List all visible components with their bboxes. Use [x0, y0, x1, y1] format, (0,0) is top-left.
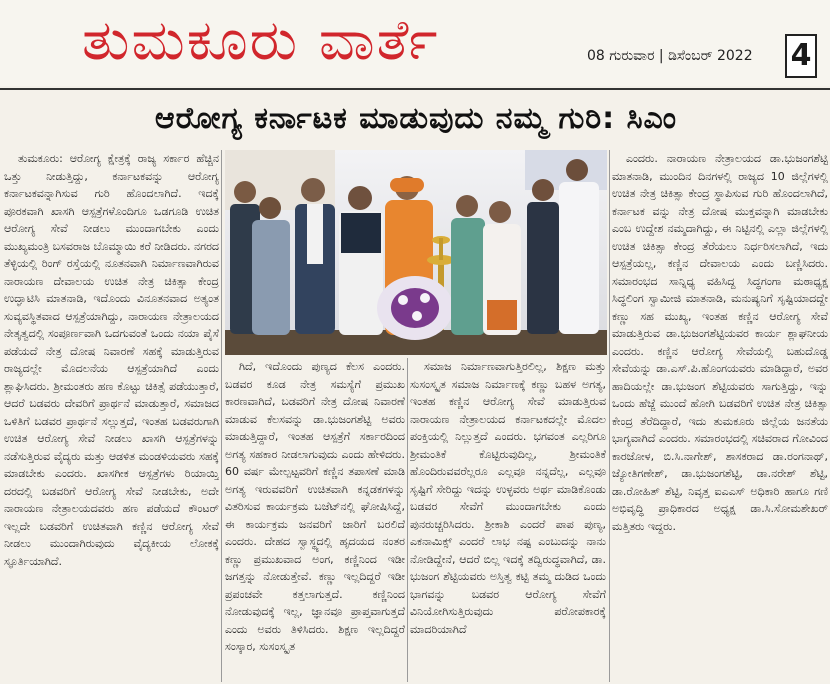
- flower-decoration: [377, 276, 453, 340]
- article-column-1: [4, 150, 219, 682]
- column-divider: [407, 358, 408, 682]
- article-column-3: [410, 358, 606, 682]
- event-photo: [225, 150, 607, 355]
- person-8: [559, 159, 599, 334]
- masthead: [0, 0, 830, 86]
- column-2-text: ಗಿದೆ, ಇದೊಂದು ಪುಣ್ಯದ ಕೆಲಸ ಎಂದರು. ಬಡವರ ಕೂಡ ನೇತ್ರ ಸಮಸ್ಯೆಗೆ ಪ್ರಮುಖ ಕಾರಣವಾಗಿದೆ, ಬಡವರಿಗೆ ನೇತ್ರ ದೋಷ ನಿವಾರಣೆ ಮಾಡುವ ಕೆಲಸವನ್ನು ಡಾ.ಭುಜಂಗಶೆಟ್ಟಿ ಅವರು ಮಾಡುತ್ತಿದ್ದಾರೆ, ಇಂತಹ ಆಸ್ಪತ್ರೆಗೆ ಸರ್ಕಾರದಿಂದ ಅಗತ್ಯ ಸಹಕಾರ ನೀಡಲಾಗುವುದು ಎಂದು ಹೇಳಿದರು. 60 ವರ್ಷ ಮೇಲ್ಪಟ್ಟವರಿಗೆ ಕಣ್ಣಿನ ತಪಾಸಣೆ ಮಾಡಿ ಅಗತ್ಯ ಇರುವವರಿಗೆ ಉಚಿತವಾಗಿ ಕನ್ನಡಕಗಳನ್ನು ವಿತರಿಸುವ ಕಾರ್ಯಕ್ರಮ ಬಜೆಟ್‌ನಲ್ಲಿ ಘೋಷಿಸಿದ್ದೆ, ಈ ಕಾರ್ಯಕ್ರಮ ಜನವರಿಗೆ ಜಾರಿಗೆ ಬರಲಿದೆ ಎಂದರು. ದೇಹದ ಸ್ವಾಸ್ಥ್ಯದಲ್ಲಿ ಹೃದಯದ ನಂತರ ಕಣ್ಣು ಪ್ರಮುಖವಾದ ಅಂಗ, ಕಣ್ಣಿನಿಂದ ಇಡೀ ಜಗತ್ತನ್ನು ನೋಡುತ್ತೇವೆ. ಕಣ್ಣು ಇಲ್ಲದಿದ್ದರೆ ಇಡೀ ಪ್ರಪಂಚವೇ ಕತ್ತಲಾಗುತ್ತದೆ. ಕಣ್ಣಿನಿಂದ ನೋಡುವುದಕ್ಕೆ ಇಲ್ಲ, ಜ್ಞಾನವೂ ಪ್ರಾಪ್ತವಾಗುತ್ತದೆ ಎಂದು ಅವರು ತಿಳಿಸಿದರು. ಶಿಕ್ಷಣ ಇಲ್ಲದಿದ್ದರೆ ಸಂಸ್ಕಾರ, ಸುಸಂಸ್ಕೃತ: [225, 360, 405, 653]
- article-column-2: [225, 358, 405, 682]
- article-column-4: [612, 150, 828, 682]
- lamp-lighting-ceremony-image: [225, 150, 607, 355]
- person-7: [527, 179, 559, 334]
- masthead-rule: [0, 88, 830, 90]
- column-divider: [221, 150, 222, 682]
- column-divider: [609, 150, 610, 682]
- article-headline: ಆರೋಗ್ಯ ಕರ್ನಾಟಕ ಮಾಡುವುದು ನಮ್ಮ ಗುರಿ: ಸಿಎಂ: [154, 101, 678, 136]
- column-4-text: ಎಂದರು. ನಾರಾಯಣ ನೇತ್ರಾಲಯದ ಡಾ.ಭುಜಂಗಶೆಟ್ಟಿ ಮಾತನಾಡಿ, ಮುಂದಿನ ದಿನಗಳಲ್ಲಿ ರಾಜ್ಯದ 10 ಜಿಲ್ಲೆಗಳಲ್ಲಿ ಉಚಿತ ನೇತ್ರ ಚಿಕಿತ್ಸಾ ಕೇಂದ್ರ ಸ್ಥಾಪಿಸುವ ಗುರಿ ಹೊಂದಲಾಗಿದೆ, ಕರ್ನಾಟಕ ವನ್ನು ನೇತ್ರ ದೋಷ ಮುಕ್ತವನ್ನಾಗಿ ಮಾಡಬೇಕು ಎಂಬ ಉದ್ದೇಶ ನಮ್ಮದಾಗಿದ್ದು, ಈ ನಿಟ್ಟಿನಲ್ಲಿ ಎಲ್ಲಾ ಜಿಲ್ಲೆಗಳಲ್ಲಿ ಉಚಿತ ಚಿಕಿತ್ಸಾ ಕೇಂದ್ರ ತೆರೆಯಲು ನಿರ್ಧರಿಸಲಾಗಿದೆ, ಇದು ಆಸ್ಪತ್ರೆಯಲ್ಲ, ಕಣ್ಣಿನ ದೇವಾಲಯ ಎಂದು ಬಣ್ಣಿಸಿದರು. ಸಮಾರಂಭದ ಸಾನ್ನಿಧ್ಯ ವಹಿಸಿದ್ದ ಸಿದ್ಧಗಂಗಾ ಮಠಾಧ್ಯಕ್ಷ ಸಿದ್ಧಲಿಂಗ ಸ್ವಾಮೀಜಿ ಮಾತನಾಡಿ, ಮನುಷ್ಯನಿಗೆ ಸೃಷ್ಟಿಯಾದದ್ದೇ ಕಣ್ಣು ಸಹ ಮುಖ್ಯ, ಇಂತಹ ಕಣ್ಣಿನ ಆರೋಗ್ಯ ಸೇವೆ ಮಾಡುತ್ತಿರುವ ಡಾ.ಭುಜಂಗಶೆಟ್ಟಿಯವರ ಕಾರ್ಯ ಶ್ಲಾಘನೀಯ ಎಂದರು. ಕಣ್ಣಿನ ಆರೋಗ್ಯ ಸೇವೆಯಲ್ಲಿ ಬಹುದೊಡ್ಡ ಸೇವೆಯನ್ನು ಡಾ.ಎಸ್.ಪಿ.ಹೊಂಗಯವರು ಮಾಡಿದ್ದಾರೆ, ಅವರ ಹಾದಿಯಲ್ಲೇ ಡಾ.ಭುಜಂಗ ಶೆಟ್ಟಿಯವರು ಸಾಗುತ್ತಿದ್ದು, ಇನ್ನು ಒಂದು ಹೆಜ್ಜೆ ಮುಂದೆ ಹೋಗಿ ಬಡವರಿಗೆ ಉಚಿತ ನೇತ್ರ ಚಿಕಿತ್ಸಾ ಕೇಂದ್ರ ತೆರೆದಿದ್ದಾರೆ, ಇದು ತುಮಕೂರು ಜಿಲ್ಲೆಯ ಜನತೆಯ ಭಾಗ್ಯವಾಗಿದೆ ಎಂದರು. ಸಮಾರಂಭದಲ್ಲಿ ಸಚಿವರಾದ ಗೋವಿಂದ ಕಾರಜೋಳ, ಬಿ.ಸಿ.ನಾಗೇಶ್, ಶಾಸಕರಾದ ಡಾ.ರಂಗನಾಥ್, ಜ್ಯೋತಿಗಣೇಶ್, ಡಾ.ಭುಜಂಗಶೆಟ್ಟಿ, ಡಾ.ನರೇಶ್ ಶೆಟ್ಟಿ, ಡಾ.ರೋಹಿತ್ ಶೆಟ್ಟಿ, ನಿವೃತ್ತ ಐಎಎಸ್ ಅಧಿಕಾರಿ ಹಾಗೂ ಗಣಿ ಅಭಿವೃದ್ಧಿ ಪ್ರಾಧಿಕಾರದ ಅಧ್ಯಕ್ಷ ಡಾ.ಸಿ.ಸೋಮಶೇಖರ್ ಮತ್ತಿತರು ಇದ್ದರು.: [612, 152, 828, 533]
- column-1-text: ತುಮಕೂರು: ಆರೋಗ್ಯ ಕ್ಷೇತ್ರಕ್ಕೆ ರಾಜ್ಯ ಸರ್ಕಾರ ಹೆಚ್ಚಿನ ಒತ್ತು ನೀಡುತ್ತಿದ್ದು, ಕರ್ನಾಟಕವನ್ನು ಆರೋಗ್ಯ ಕರ್ನಾಟಕವನ್ನಾಗಿಸುವ ಗುರಿ ಹೊಂದಲಾಗಿದೆ. ಇದಕ್ಕೆ ಪೂರಕವಾಗಿ ಖಾಸಗಿ ಆಸ್ಪತ್ರೆಗಳೊಂದಿಗೂ ಒಡಗೂಡಿ ಉಚಿತ ಆರೋಗ್ಯ ಸೇವೆ ನೀಡಲು ಮುಂದಾಗಬೇಕು ಎಂದು ಮುಖ್ಯಮಂತ್ರಿ ಬಸವರಾಜ ಬೊಮ್ಮಾಯಿ ಕರೆ ನೀಡಿದರು. ನಗರದ ತೆಳ್ಳಿಯಲ್ಲಿ ರಿಂಗ್ ರಸ್ತೆಯಲ್ಲಿ ನೂತನವಾಗಿ ನಿರ್ಮಾಣವಾಗಿರುವ ನಾರಾಯಣ ದೇವಾಲಯ ಉಚಿತ ನೇತ್ರ ಚಿಕಿತ್ಸಾ ಕೇಂದ್ರ ಉದ್ಘಾಟಿಸಿ ಮಾತನಾಡಿ, ಇದೊಂದು ವಿನೂತನವಾದ ಅತ್ಯಂತ ಸುವ್ಯವಸ್ಥಿತವಾದ ಆಸ್ಪತ್ರೆಯಾಗಿದ್ದು, ನಾರಾಯಣ ನೇತ್ರಾಲಯದ ನೇತೃತ್ವದಲ್ಲಿ ಸಂಪೂರ್ಣವಾಗಿ ಒದಗುವಂತೆ ಒಂದು ನಯಾ ಪೈಸೆ ಪಡೆಯದೆ ನೇತ್ರ ದೋಷ ನಿವಾರಣೆ ಸಹಕ್ಕೆ ಮಾಡುತ್ತಿರುವ ರಾಜ್ಯದಲ್ಲೇ ಮೊದಲನೆಯ ಆಸ್ಪತ್ರೆಯಾಗಿದೆ ಎಂದು ಶ್ಲಾಘಿಸಿದರು. ಶ್ರೀಮಂತರು ಹಣ ಕೊಟ್ಟು ಚಿಕಿತ್ಸೆ ಪಡೆಯುತ್ತಾರೆ, ಆದರೆ ಬಡವರು ದೇವರಿಗೆ ಪ್ರಾರ್ಥನೆ ಮಾಡುತ್ತಾರೆ, ಸಮಾಜದ ಒಳಿತಿಗೆ ಬಡವರ ಪ್ರಾರ್ಥನೆ ಸಲ್ಲುತ್ತದೆ, ಇಂತಹ ಬಡವರುಗಾಗಿ ಉಚಿತ ಆರೋಗ್ಯ ಸೇವೆ ನೀಡಲು ಖಾಸಗಿ ಆಸ್ಪತ್ರೆಗಳನ್ನು ನಡೆಸುತ್ತಿರುವ ವೈದ್ಯರು ಮತ್ತು ಆಡಳಿತ ಮಂಡಳಿಯವರು ಸಹಕ್ಕೆ ಮಾಡಬೇಕು ಎಂದರು. ಖಾಸಗೀಕ ಆಸ್ಪತ್ರೆಗಳು ರಿಯಾಯ್ತಿ ದರದಲ್ಲಿ ಬಡವರಿಗೆ ಆರೋಗ್ಯ ಸೇವೆ ನೀಡಬೇಕು, ಅದೇ ನಾರಾಯಣ ನೇತ್ರಾಲಯದವರು ಹಣ ಪಡೆಯದೆ ಕೌಂಟರ್ ಇಲ್ಲದೇ ಬಡವರಿಗೆ ಉಚಿತವಾಗಿ ಕಣ್ಣಿನ ಆರೋಗ್ಯ ಸೇವೆ ನೀಡಲು ಮುಂದಾಗಿರುವುದು ವೈದ್ಯಕೀಯ ಲೋಕಕ್ಕೆ ಸ್ಫೂರ್ತಿಯಾಗಿದೆ.: [4, 152, 219, 568]
- column-3-text: ಸಮಾಜ ನಿರ್ಮಾಣವಾಗುತ್ತಿರಲಿಲ್ಲ, ಶಿಕ್ಷಣ ಮತ್ತು ಸುಸಂಸ್ಕೃತ ಸಮಾಜ ನಿರ್ಮಾಣಕ್ಕೆ ಕಣ್ಣು ಬಹಳ ಅಗತ್ಯ, ಇಂತಹ ಕಣ್ಣಿನ ಆರೋಗ್ಯ ಸೇವೆ ಮಾಡುತ್ತಿರುವ ನಾರಾಯಣ ನೇತ್ರಾಲಯದ ಕರ್ನಾಟಕದಲ್ಲೇ ಮೊದಲ ಪಂಕ್ತಿಯಲ್ಲಿ ನಿಲ್ಲುತ್ತದೆ ಎಂದರು. ಭಗವಂತ ಎಲ್ಲರಿಗೂ ಶ್ರೀಮಂತಿಕೆ ಕೊಟ್ಟಿರುವುದಿಲ್ಲ, ಶ್ರೀಮಂತಿಕೆ ಹೊಂದಿರುವವರೆಲ್ಲರೂ ಎಲ್ಲವೂ ನನ್ನದೆಲ್ಲ, ಎಲ್ಲವೂ ಸೃಷ್ಟಿಗೆ ಸೇರಿದ್ದು ಇದನ್ನು ಉಳ್ಳವರು ಅರ್ಥ ಮಾಡಿಕೊಂಡು ಬಡವರ ಸೇವೆಗೆ ಮುಂದಾಗಬೇಕು ಎಂದು ಪುನರುಚ್ಚರಿಸಿದರು. ಶ್ರೀಕಾಶಿ ಎಂದರೆ ಪಾಪ ಪುಣ್ಯ, ಎಕನಾಮಿಕ್ಸ್ ಎಂದರೆ ಲಾಭ ನಷ್ಟ ಎಂಬುದನ್ನು ನಾನು ನೋಡಿದ್ದೇನೆ, ಆದರೆ ಬಿಲ್ಲ ಇದಕ್ಕೆ ತದ್ವಿರುದ್ಧವಾಗಿದೆ, ಡಾ. ಭುಜಂಗ ಶೆಟ್ಟಿಯವರು ಅಸ್ತಿತ್ವ ಕಟ್ಟಿ ತಮ್ಮ ದುಡಿದ ಒಂದು ಭಾಗವನ್ನು ಬಡವರ ಆರೋಗ್ಯ ಸೇವೆಗೆ ವಿನಿಯೋಗಿಸುತ್ತಿರುವುದು ಪರೋಪಕಾರಕ್ಕೆ ಮಾದರಿಯಾಗಿದೆ: [410, 360, 606, 636]
- dateline: 08 ಗುರುವಾರ | ಡಿಸೆಂಬರ್ 2022: [587, 48, 753, 64]
- newspaper-title: ತುಮಕೂರು ವಾರ್ತೆ: [82, 8, 440, 73]
- page-number: 4: [785, 34, 817, 78]
